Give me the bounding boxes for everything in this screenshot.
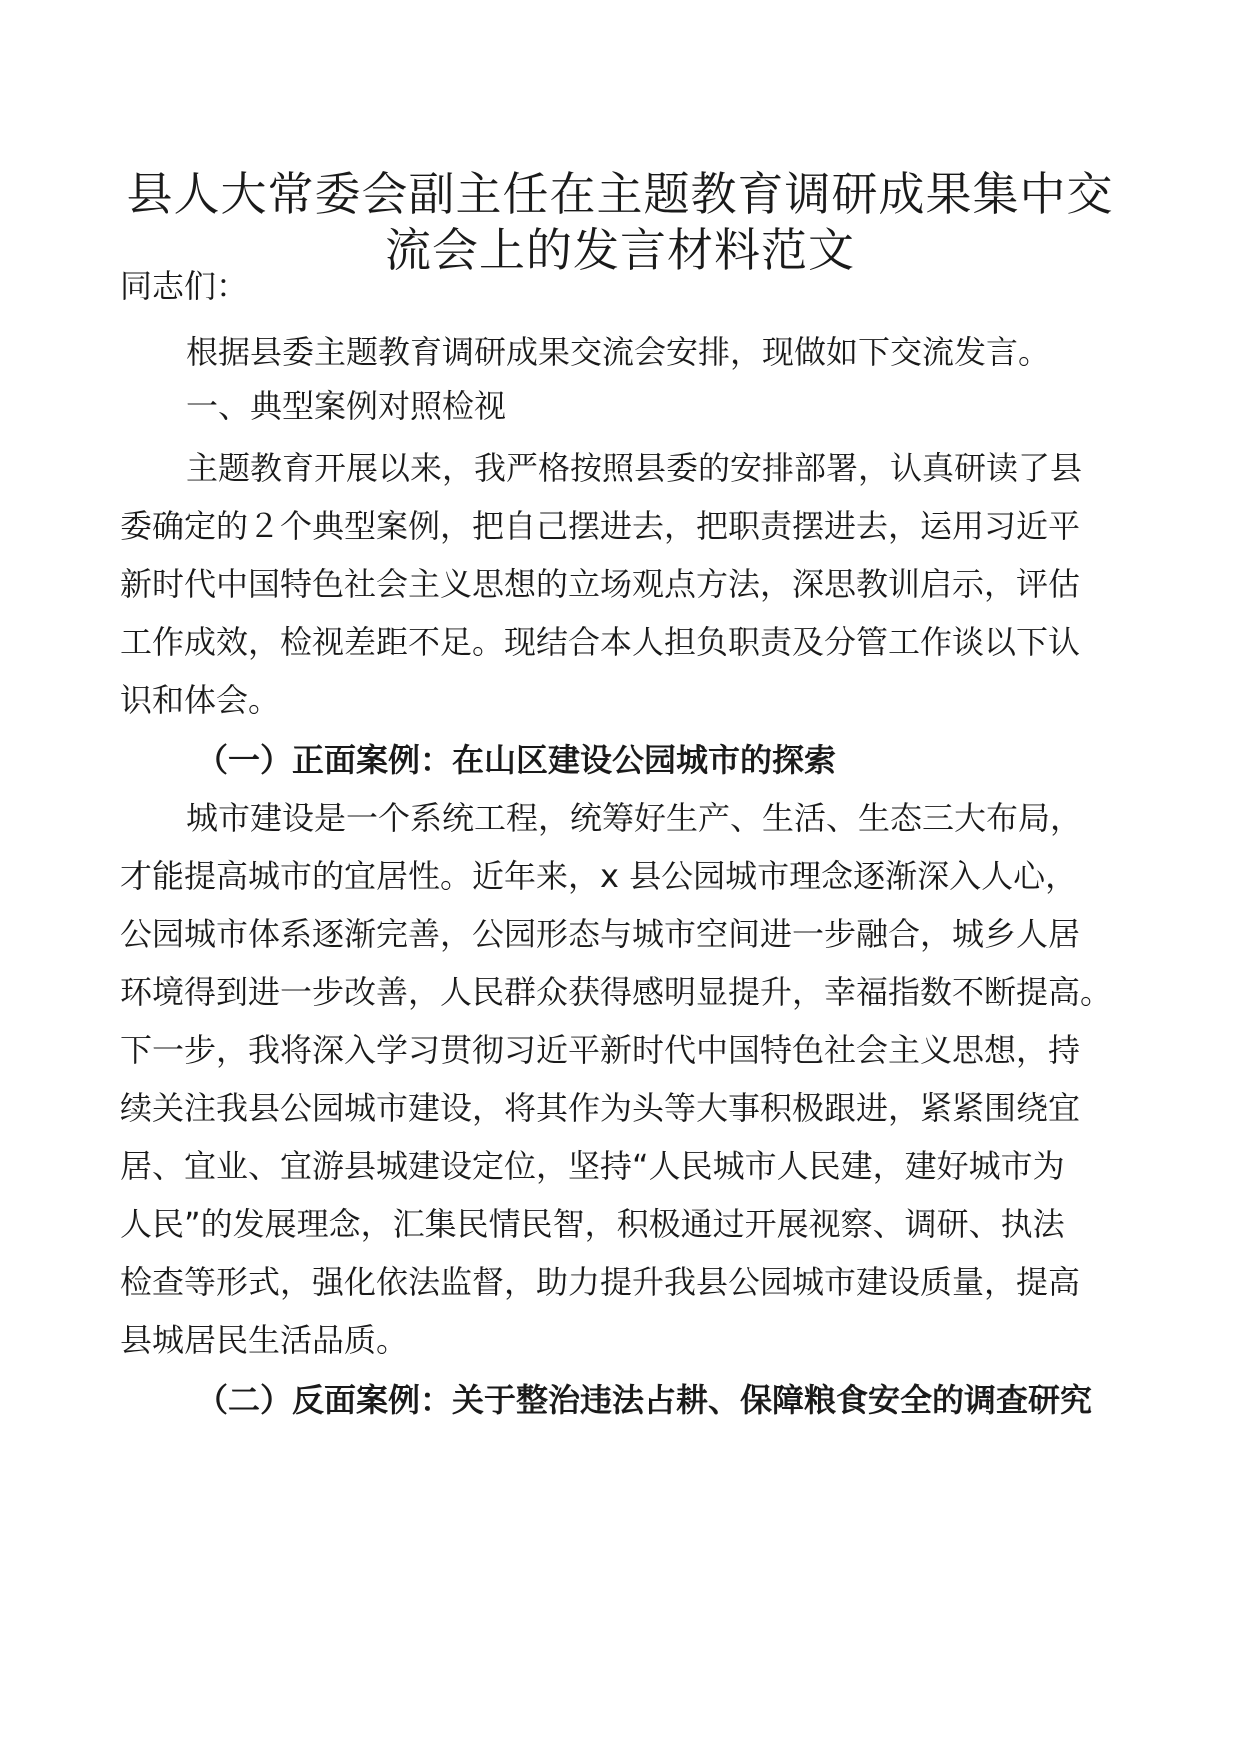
- paragraph-line: 城市建设是一个系统工程，统筹好生产、生活、生态三大布局，: [186, 799, 1083, 837]
- case-heading-1: （一）正面案例：在山区建设公园城市的探索: [196, 741, 837, 779]
- salutation: 同志们：: [120, 267, 249, 305]
- paragraph-line: 新时代中国特色社会主义思想的立场观点方法，深思教训启示，评估: [120, 565, 1081, 603]
- case-heading-2: （二）反面案例：关于整治违法占耕、保障粮食安全的调查研究: [196, 1381, 1093, 1419]
- paragraph-line: 识和体会。: [120, 681, 281, 719]
- paragraph-line: 工作成效，检视差距不足。现结合本人担负职责及分管工作谈以下认: [120, 623, 1081, 661]
- intro-paragraph: 根据县委主题教育调研成果交流会安排，现做如下交流发言。: [186, 333, 1051, 371]
- paragraph-line: 人民”的发展理念，汇集民情民智，积极通过开展视察、调研、执法: [120, 1205, 1065, 1243]
- section-heading-1: 一、典型案例对照检视: [186, 387, 507, 425]
- paragraph-line: 公园城市体系逐渐完善，公园形态与城市空间进一步融合，城乡人居: [120, 915, 1081, 953]
- paragraph-line: 下一步，我将深入学习贯彻习近平新时代中国特色社会主义思想，持: [120, 1031, 1081, 1069]
- paragraph-line: 才能提高城市的宜居性。近年来，x 县公园城市理念逐渐深入人心，: [120, 857, 1078, 895]
- paragraph-line: 检查等形式，强化依法监督，助力提升我县公园城市建设质量，提高: [120, 1263, 1081, 1301]
- paragraph-line: 县城居民生活品质。: [120, 1321, 409, 1359]
- paragraph-line: 主题教育开展以来，我严格按照县委的安排部署，认真研读了县: [186, 449, 1083, 487]
- paragraph-line: 委确定的２个典型案例，把自己摆进去，把职责摆进去，运用习近平: [120, 507, 1081, 545]
- paragraph-line: 环境得到进一步改善，人民群众获得感明显提升，幸福指数不断提高。: [120, 973, 1113, 1011]
- paragraph-line: 居、宜业、宜游县城建设定位，坚持“人民城市人民建，建好城市为: [120, 1147, 1065, 1185]
- document-title-line-1: 县人大常委会副主任在主题教育调研成果集中交: [126, 167, 1114, 221]
- document-title-line-2: 流会上的发言材料范文: [385, 223, 855, 277]
- paragraph-line: 续关注我县公园城市建设，将其作为头等大事积极跟进，紧紧围绕宜: [120, 1089, 1081, 1127]
